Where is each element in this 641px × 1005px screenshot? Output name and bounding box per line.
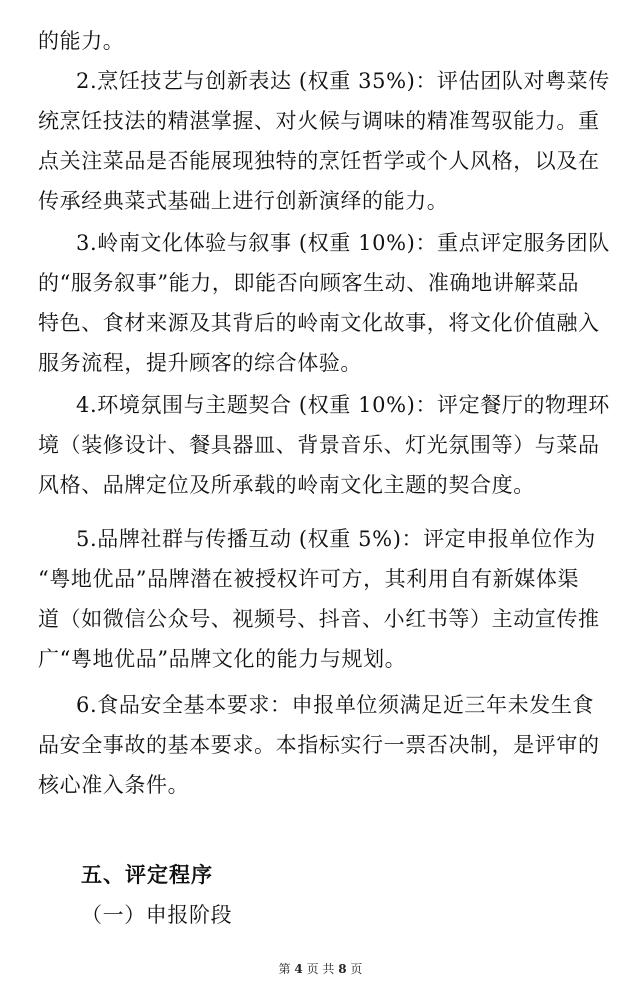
footer-prefix: 第: [278, 962, 291, 976]
section-heading: 五、评定程序: [81, 862, 213, 887]
paragraph-line: 核心准入条件。: [38, 773, 190, 797]
criterion-3-title-line: 3.岭南文化体验与叙事 (权重 10%)：重点评定服务团队: [76, 231, 610, 255]
criterion-6-title-line: 6.食品安全基本要求：申报单位须满足近三年未发生食: [76, 693, 595, 717]
paragraph-line: 广“粤地优品”品牌文化的能力与规划。: [38, 647, 407, 671]
paragraph-line: 境（装修设计、餐具器皿、背景音乐、灯光氛围等）与菜品: [38, 433, 600, 457]
paragraph-line: 特色、食材来源及其背后的岭南文化故事，将文化价值融入: [38, 311, 600, 335]
subsection-heading: （一）申报阶段: [81, 903, 233, 927]
paragraph-line: 服务流程，提升顾客的综合体验。: [38, 351, 362, 375]
paragraph-line: 传承经典菜式基础上进行创新演绎的能力。: [38, 189, 449, 213]
current-page-number: 4: [294, 962, 303, 976]
paragraph-line: “粤地优品”品牌潜在被授权许可方，其利用自有新媒体渠: [38, 567, 580, 591]
footer-suffix: 页: [350, 962, 363, 976]
footer-middle: 页 共: [306, 962, 335, 976]
criterion-4-title-line: 4.环境氛围与主题契合 (权重 10%)：评定餐厅的物理环: [76, 393, 610, 417]
paragraph-line: 的能力。: [38, 29, 125, 53]
paragraph-line: 统烹饪技法的精湛掌握、对火候与调味的精准驾驭能力。重: [38, 109, 600, 133]
paragraph-line: 品安全事故的基本要求。本指标实行一票否决制，是评审的: [38, 733, 600, 757]
total-page-number: 8: [338, 962, 347, 976]
paragraph-line: 的“服务叙事”能力，即能否向顾客生动、准确地讲解菜品: [38, 271, 580, 295]
criterion-5-title-line: 5.品牌社群与传播互动 (权重 5%)：评定申报单位作为: [76, 527, 596, 551]
paragraph-line: 风格、品牌定位及所承载的岭南文化主题的契合度。: [38, 473, 535, 497]
criterion-2-title-line: 2.烹饪技艺与创新表达 (权重 35%)：评估团队对粤菜传: [76, 69, 610, 93]
paragraph-line: 道（如微信公众号、视频号、抖音、小红书等）主动宣传推: [38, 607, 600, 631]
page-footer: [0, 961, 641, 977]
paragraph-line: 点关注菜品是否能展现独特的烹饪哲学或个人风格，以及在: [38, 149, 600, 173]
